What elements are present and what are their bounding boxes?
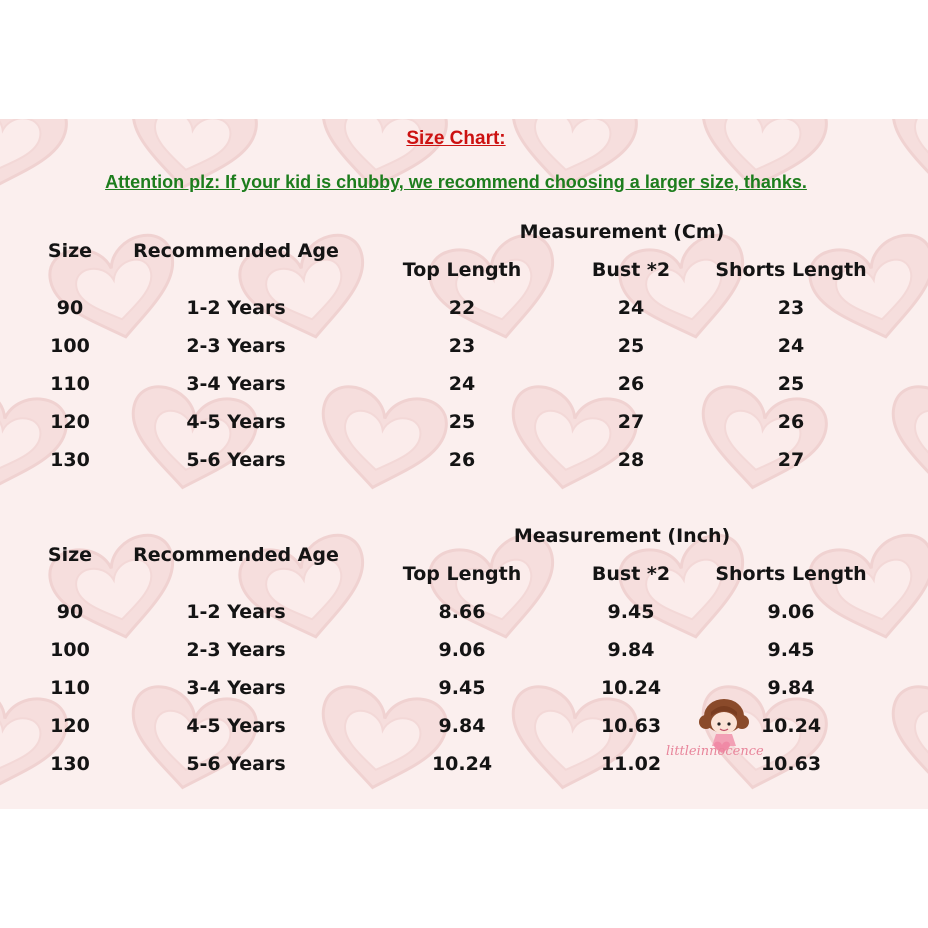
top-length-cell: 8.66 — [438, 601, 486, 623]
age-cell: 2-3 Years — [186, 335, 286, 357]
heart-decoration — [882, 383, 928, 499]
top-length-header: Top Length — [402, 259, 522, 281]
heart-decoration — [312, 383, 451, 499]
size-cell: 110 — [50, 677, 90, 699]
heart-decoration — [122, 683, 261, 799]
top-length-cell: 9.06 — [438, 639, 486, 661]
size-cell: 130 — [50, 753, 90, 775]
shorts-length-header: Shorts Length — [715, 563, 867, 585]
heart-decoration — [615, 230, 756, 349]
heart-decoration — [805, 530, 928, 649]
bust-cell: 24 — [617, 297, 645, 319]
measurement-header: Measurement (Inch) — [513, 525, 731, 547]
bust-cell: 9.45 — [607, 601, 655, 623]
age-header: Recommended Age — [133, 544, 339, 566]
measurement-header: Measurement (Cm) — [519, 221, 725, 243]
size-cell: 120 — [50, 715, 90, 737]
size-cell: 120 — [50, 411, 90, 433]
heart-decoration — [122, 383, 261, 499]
shorts-length-cell: 27 — [777, 449, 805, 471]
shorts-length-cell: 24 — [777, 335, 805, 357]
age-cell: 2-3 Years — [186, 639, 286, 661]
shorts-length-cell: 23 — [777, 297, 805, 319]
heart-decoration — [425, 230, 566, 349]
age-cell: 5-6 Years — [186, 449, 286, 471]
shorts-length-cell: 9.06 — [767, 601, 815, 623]
age-cell: 4-5 Years — [186, 715, 286, 737]
bust-cell: 10.24 — [600, 677, 662, 699]
heart-decoration — [805, 230, 928, 349]
top-length-cell: 25 — [448, 411, 476, 433]
bust-cell: 25 — [617, 335, 645, 357]
chubby-notice: Attention plz: If your kid is chubby, we recommend choosing a larger size, thanks. — [105, 172, 807, 192]
heart-decoration — [0, 383, 70, 499]
size-cell: 110 — [50, 373, 90, 395]
top-length-cell: 9.84 — [438, 715, 486, 737]
heart-decoration — [0, 683, 70, 799]
girl-logo-icon — [662, 694, 792, 774]
bust-cell: 28 — [617, 449, 645, 471]
top-length-cell: 10.24 — [431, 753, 493, 775]
age-cell: 5-6 Years — [186, 753, 286, 775]
top-length-cell: 24 — [448, 373, 476, 395]
shorts-length-cell: 26 — [777, 411, 805, 433]
shorts-length-header: Shorts Length — [715, 259, 867, 281]
shorts-length-cell: 25 — [777, 373, 805, 395]
bust-cell: 11.02 — [600, 753, 662, 775]
size-header: Size — [47, 240, 93, 262]
bust-cell: 9.84 — [607, 639, 655, 661]
heart-decoration — [425, 530, 566, 649]
top-length-cell: 26 — [448, 449, 476, 471]
size-cell: 90 — [56, 601, 84, 623]
age-cell: 4-5 Years — [186, 411, 286, 433]
heart-decoration — [615, 530, 756, 649]
shorts-length-cell: 9.84 — [767, 677, 815, 699]
heart-decoration — [312, 683, 451, 799]
bust-cell: 10.63 — [600, 715, 662, 737]
size-chart-title: Size Chart: — [406, 128, 506, 149]
size-cell: 130 — [50, 449, 90, 471]
heart-decoration — [882, 683, 928, 799]
bust-header: Bust *2 — [591, 563, 671, 585]
age-header: Recommended Age — [133, 240, 339, 262]
heart-decoration — [502, 383, 641, 499]
heart-decoration — [692, 383, 831, 499]
top-length-header: Top Length — [402, 563, 522, 585]
size-cell: 100 — [50, 335, 90, 357]
age-cell: 1-2 Years — [186, 601, 286, 623]
size-header: Size — [47, 544, 93, 566]
age-cell: 3-4 Years — [186, 373, 286, 395]
top-length-cell: 22 — [448, 297, 476, 319]
shorts-length-cell: 10.63 — [760, 753, 822, 775]
size-cell: 90 — [56, 297, 84, 319]
bust-header: Bust *2 — [591, 259, 671, 281]
size-cell: 100 — [50, 639, 90, 661]
watermark-text: littleinnocence — [666, 744, 764, 759]
top-length-cell: 23 — [448, 335, 476, 357]
top-length-cell: 9.45 — [438, 677, 486, 699]
age-cell: 1-2 Years — [186, 297, 286, 319]
bust-cell: 27 — [617, 411, 645, 433]
age-cell: 3-4 Years — [186, 677, 286, 699]
shorts-length-cell: 10.24 — [760, 715, 822, 737]
bust-cell: 26 — [617, 373, 645, 395]
heart-decoration — [502, 683, 641, 799]
shorts-length-cell: 9.45 — [767, 639, 815, 661]
